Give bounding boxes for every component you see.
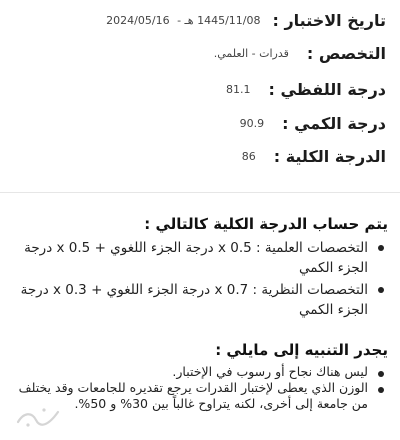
quantitative-score-value: 90.9	[239, 116, 265, 130]
verbal-score-label: درجة اللفظي :	[268, 79, 386, 99]
total-score-row	[10, 144, 386, 168]
watermark-logo-icon	[14, 404, 62, 430]
list-item	[10, 364, 388, 380]
result-card	[0, 0, 400, 193]
specialization-label: التخصص :	[306, 43, 386, 63]
specialization-row	[10, 41, 386, 65]
test-date-value	[106, 14, 260, 27]
quantitative-score-label: درجة الكمي :	[282, 113, 386, 133]
total-score-label: الدرجة الكلية :	[273, 146, 386, 166]
calculation-title: يتم حساب الدرجة الكلية كالتالي :	[144, 215, 388, 233]
notes-list	[10, 364, 388, 412]
note-item-no-pass-fail: ليس هناك نجاح أو رسوب في الإختبار.	[172, 364, 368, 379]
notes-title: يجدر التنبيه إلى مايلي :	[215, 341, 388, 359]
calculation-list	[10, 238, 388, 320]
bullet-icon	[378, 371, 384, 377]
bullet-icon	[378, 287, 384, 293]
specialization-value: قدرات - العلمي.	[213, 46, 289, 60]
notes-section	[10, 340, 388, 412]
calculation-item-theoretical: التخصصات النظرية : 0.7 x درجة الجزء اللغوي + 0.3 x درجة الجزء الكمي	[20, 282, 368, 318]
list-item	[10, 238, 388, 278]
quantitative-score-row	[10, 111, 386, 135]
calculation-item-scientific: التخصصات العلمية : 0.5 x درجة الجزء اللغوي + 0.5 x درجة الجزء الكمي	[24, 240, 368, 276]
list-item	[10, 280, 388, 320]
list-item	[10, 380, 388, 412]
bullet-icon	[378, 245, 384, 251]
calculation-section	[10, 214, 388, 322]
test-date-label: تاريخ الاختبار :	[272, 10, 386, 30]
test-date-hijri: 1445/11/08 هـ -	[177, 13, 261, 27]
test-date-row	[10, 8, 386, 32]
note-item-weight: الوزن الذي يعطى لإختبار القدرات يرجع تقديره للجامعات وقد يختلف من جامعة إلى أخرى، لكنه يتراوح غالباً بين 30% و 50%.	[18, 380, 368, 411]
total-score-value: 86	[241, 149, 256, 163]
verbal-score-value: 81.1	[225, 82, 251, 96]
test-date-gregorian: 2024/05/16	[106, 13, 170, 27]
bullet-icon	[378, 387, 384, 393]
verbal-score-row	[10, 77, 386, 101]
